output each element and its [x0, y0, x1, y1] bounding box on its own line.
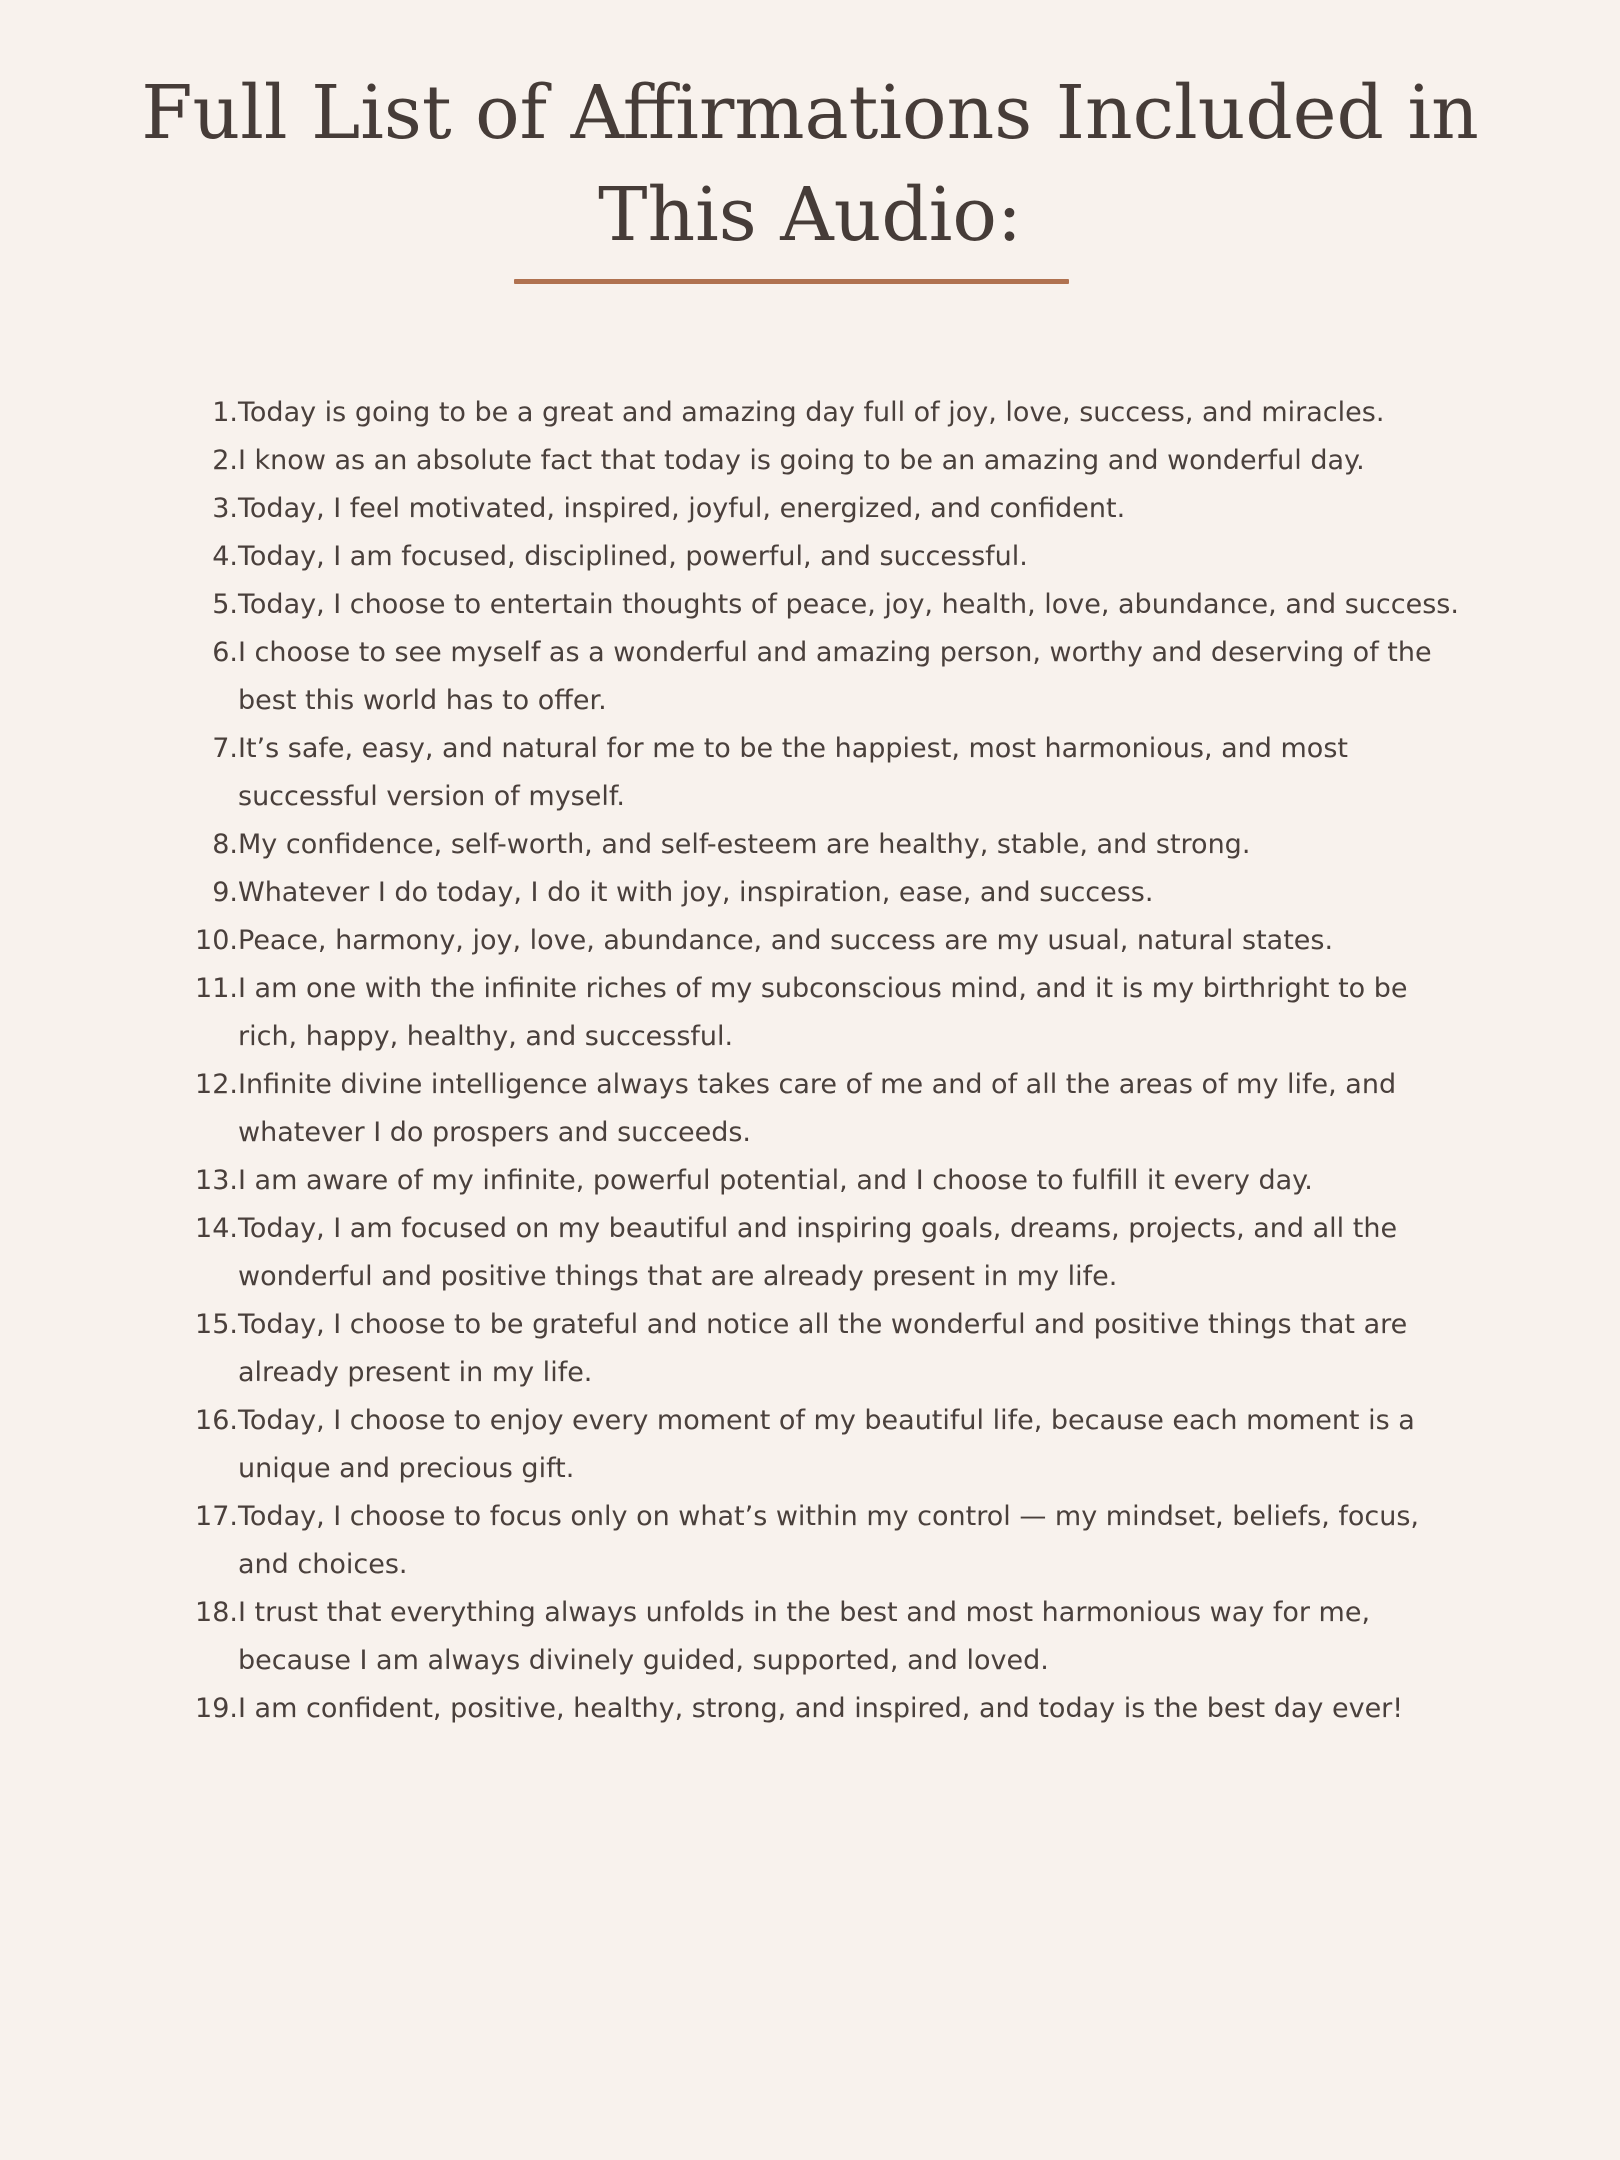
affirmation-item — [190, 1157, 1460, 1205]
affirmation-text: Whatever I do today, I do it with joy, inspiration, ease, and success. — [238, 877, 1154, 908]
affirmation-text: Today is going to be a great and amazing day full of joy, love, success, and miracles. — [238, 397, 1385, 428]
affirmation-item — [190, 1205, 1460, 1301]
affirmation-number: 16. — [195, 1405, 238, 1436]
affirmation-number: 15. — [195, 1309, 238, 1340]
affirmation-text: I choose to see myself as a wonderful and amazing person, worthy and deserving of the best this world has to offer. — [238, 637, 1432, 716]
affirmation-item — [190, 1493, 1460, 1589]
affirmation-item — [190, 581, 1460, 629]
affirmation-item — [190, 1301, 1460, 1397]
affirmation-number: 3. — [212, 493, 238, 524]
affirmation-text: Today, I choose to enjoy every moment of my beautiful life, because each moment is a unique and precious gift. — [238, 1405, 1415, 1484]
affirmation-item — [190, 869, 1460, 917]
affirmation-text: Today, I am focused on my beautiful and inspiring goals, dreams, projects, and all the wonderful and positive things that are already present in my life. — [238, 1213, 1398, 1292]
affirmation-text: I am aware of my infinite, powerful potential, and I choose to fulfill it every day. — [238, 1165, 1313, 1196]
affirmation-number: 18. — [195, 1597, 238, 1628]
affirmation-text: Today, I choose to entertain thoughts of peace, joy, health, love, abundance, and success. — [238, 589, 1459, 620]
affirmation-item — [190, 917, 1460, 965]
affirmation-text: My confidence, self-worth, and self-esteem are healthy, stable, and strong. — [238, 829, 1251, 860]
affirmation-item — [190, 965, 1460, 1061]
affirmation-number: 14. — [195, 1213, 238, 1244]
affirmation-item — [190, 437, 1460, 485]
affirmation-item — [190, 725, 1460, 821]
affirmation-item — [190, 1061, 1460, 1157]
affirmations-list — [190, 389, 1460, 1733]
affirmation-text: Today, I feel motivated, inspired, joyful, energized, and confident. — [238, 493, 1126, 524]
affirmation-text: It’s safe, easy, and natural for me to be the happiest, most harmonious, and most successful version of myself. — [238, 733, 1348, 812]
affirmation-text: I am one with the infinite riches of my subconscious mind, and it is my birthright to be rich, happy, healthy, and successful. — [238, 973, 1408, 1052]
affirmation-number: 19. — [195, 1693, 238, 1724]
affirmation-number: 7. — [212, 733, 238, 764]
affirmation-text: I trust that everything always unfolds in the best and most harmonious way for me, because I am always divinely guided, supported, and loved. — [238, 1597, 1371, 1676]
affirmation-item — [190, 389, 1460, 437]
title-underline-divider — [514, 279, 1069, 284]
affirmation-item — [190, 1397, 1460, 1493]
affirmation-item — [190, 821, 1460, 869]
affirmation-item — [190, 629, 1460, 725]
affirmation-number: 11. — [195, 973, 238, 1004]
affirmation-text: I know as an absolute fact that today is going to be an amazing and wonderful day. — [238, 445, 1365, 476]
affirmation-number: 6. — [212, 637, 238, 668]
affirmation-item — [190, 533, 1460, 581]
affirmation-item — [190, 1589, 1460, 1685]
affirmation-number: 17. — [195, 1501, 238, 1532]
affirmation-item — [190, 1685, 1460, 1733]
affirmation-number: 8. — [212, 829, 238, 860]
affirmation-text: Peace, harmony, joy, love, abundance, and success are my usual, natural states. — [238, 925, 1334, 956]
affirmation-number: 9. — [212, 877, 238, 908]
affirmation-item — [190, 485, 1460, 533]
affirmation-text: I am confident, positive, healthy, strong, and inspired, and today is the best day ever! — [238, 1693, 1404, 1724]
affirmation-text: Today, I choose to focus only on what’s within my control — my mindset, beliefs, focus, and choices. — [238, 1501, 1420, 1580]
page-title-line-1: Full List of Affirmations Included in — [141, 70, 1479, 156]
page-title-line-2: This Audio: — [598, 172, 1022, 258]
affirmation-number: 13. — [195, 1165, 238, 1196]
affirmation-text: Today, I am focused, disciplined, powerful, and successful. — [238, 541, 1028, 572]
page-title — [0, 62, 1620, 266]
affirmation-number: 4. — [212, 541, 238, 572]
affirmation-number: 12. — [195, 1069, 238, 1100]
affirmation-text: Infinite divine intelligence always takes care of me and of all the areas of my life, and whatever I do prospers and succeeds. — [238, 1069, 1397, 1148]
affirmation-text: Today, I choose to be grateful and notice all the wonderful and positive things that are already present in my life. — [238, 1309, 1408, 1388]
affirmation-number: 2. — [212, 445, 238, 476]
affirmation-number: 1. — [212, 397, 238, 428]
affirmation-number: 10. — [195, 925, 238, 956]
affirmation-number: 5. — [212, 589, 238, 620]
